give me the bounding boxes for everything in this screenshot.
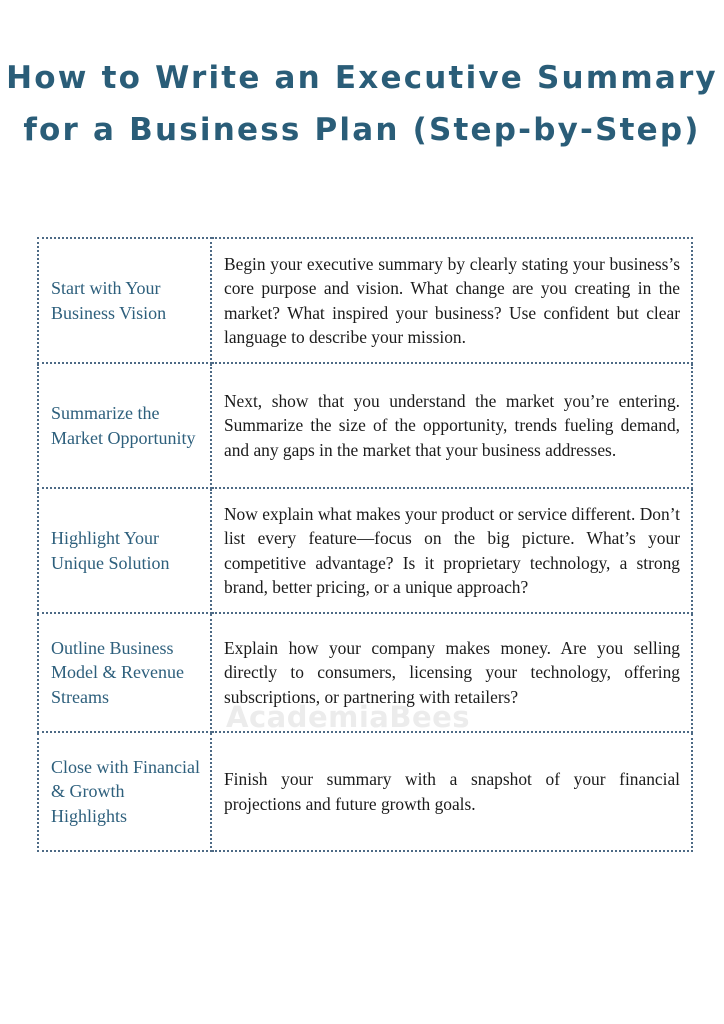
step-description-business-model: Explain how your company makes money. Are you selling directly to consumers, licensing your technology, offering subscriptions, or partnering with retailers? [211, 613, 692, 732]
watermark: AcademiaBees [226, 700, 471, 734]
step-description-solution: Now explain what makes your product or service different. Don’t list every feature—focus on the big picture. What’s your competitive advantage? Is it proprietary technology, a strong brand, better pricing, or a unique approach? [211, 488, 692, 613]
step-description-vision: Begin your executive summary by clearly stating your business’s core purpose and vision. What change are you creating in the market? What inspired your business? Use confident but clear language to describe your mission. [211, 238, 692, 363]
table-row [38, 238, 692, 363]
table-row [38, 613, 692, 732]
step-label-financials: Close with Financial & Growth Highlights [38, 732, 211, 851]
step-label-market: Summarize the Market Opportunity [38, 363, 211, 488]
step-label-vision: Start with Your Business Vision [38, 238, 211, 363]
table-row [38, 488, 692, 613]
page-title [0, 52, 724, 156]
page-title-line-1: How to Write an Executive Summary [6, 60, 718, 96]
step-label-business-model: Outline Business Model & Revenue Streams [38, 613, 211, 732]
table-row [38, 732, 692, 851]
table-row [38, 363, 692, 488]
step-label-solution: Highlight Your Unique Solution [38, 488, 211, 613]
step-description-market: Next, show that you understand the market you’re entering. Summarize the size of the opportunity, trends fueling demand, and any gaps in the market that your business addresses. [211, 363, 692, 488]
page-title-line-2: for a Business Plan (Step-by-Step) [23, 112, 701, 148]
step-description-financials: Finish your summary with a snapshot of your financial projections and future growth goals. [211, 732, 692, 851]
steps-table [37, 237, 693, 852]
